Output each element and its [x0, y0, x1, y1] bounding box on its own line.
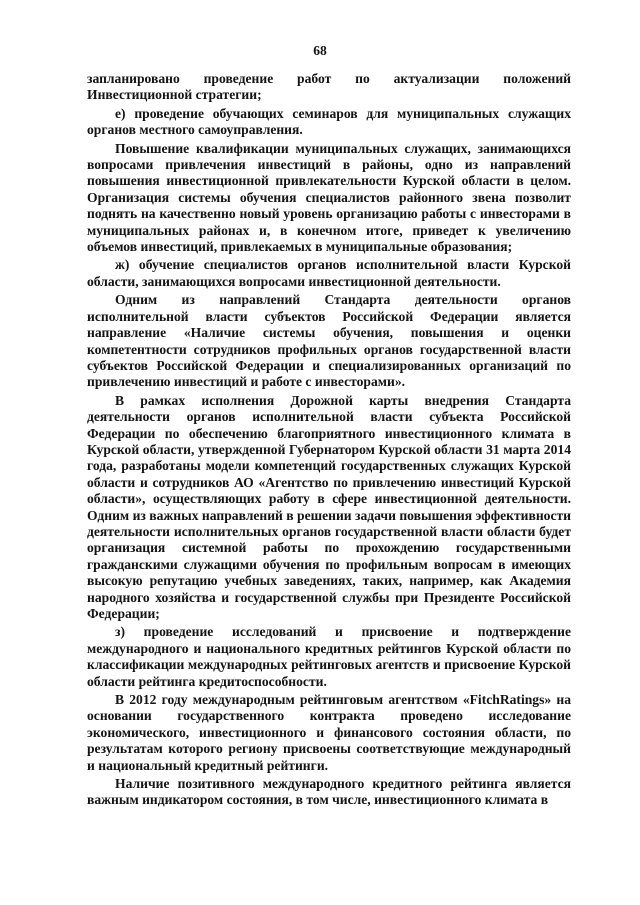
document-body: [87, 71, 571, 810]
paragraph-1: запланировано проведение работ по актуализации положений Инвестиционной стратегии;: [87, 71, 571, 103]
paragraph-6: В рамках исполнения Дорожной карты внедрения Стандарта деятельности органов исполнительной власти субъекта Российской Федерации по обеспечению благоприятного инвестиционного климата в Курской области, утвержденной Губернатором Курской области 31 марта 2014 года, разработаны модели компетенций государственных служащих Курской области и сотрудников АО «Агентство по привлечению инвестиций Курской области», осуществляющих работу в сфере инвестиционной деятельности. Одним из важных направлений в решении задачи повышения эффективности деятельности исполнительных органов государственной власти области будет организация системной работы по прохождению государственными гражданскими служащими обучения по профильным вопросам в имеющих высокую репутацию учебных заведениях, таких, например, как Академия народного хозяйства и государственной службы при Президенте Российской Федерации;: [87, 392, 571, 621]
paragraph-2: е) проведение обучающих семинаров для муниципальных служащих органов местного самоуправления.: [87, 105, 571, 138]
paragraph-5: Одним из направлений Стандарта деятельности органов исполнительной власти субъектов Российской Федерации является направление «Наличие системы обучения, повышения и оценки компетентности сотрудников профильных органов государственной власти субъектов Российской Федерации и специализированных организаций по привлечению инвестиций и работе с инвесторами».: [87, 292, 571, 390]
paragraph-4: ж) обучение специалистов органов исполнительной власти Курской области, занимающихся вопросами инвестиционной деятельности.: [87, 257, 571, 289]
page-number: 68: [313, 43, 327, 58]
paragraph-7: з) проведение исследований и присвоение и подтверждение международного и национального кредитных рейтингов Курской области по классификации международных рейтинговых агентств и присвоение Курской области рейтинга кредитоспособности.: [87, 624, 571, 689]
paragraph-9: Наличие позитивного международного кредитного рейтинга является важным индикатором состояния, в том числе, инвестиционного климата в: [87, 776, 571, 808]
paragraph-3: Повышение квалификации муниципальных служащих, занимающихся вопросами привлечения инвестиций в районы, одно из направлений повышения инвестиционной привлекательности Курской области в целом. Организация системы обучения специалистов районного звена позволит поднять на качественно новый уровень организацию работы с инвесторами в муниципальных районах и, в конечном итоге, приведет к увеличению объемов инвестиций, привлекаемых в муниципальные образования;: [87, 140, 571, 255]
paragraph-8: В 2012 году международным рейтинговым агентством «FitchRatings» на основании государственного контракта проведено исследование экономического, инвестиционного и финансового состояния области, по результатам которого региону присвоены соответствующие международный и национальный кредитный рейтинги.: [87, 692, 571, 773]
